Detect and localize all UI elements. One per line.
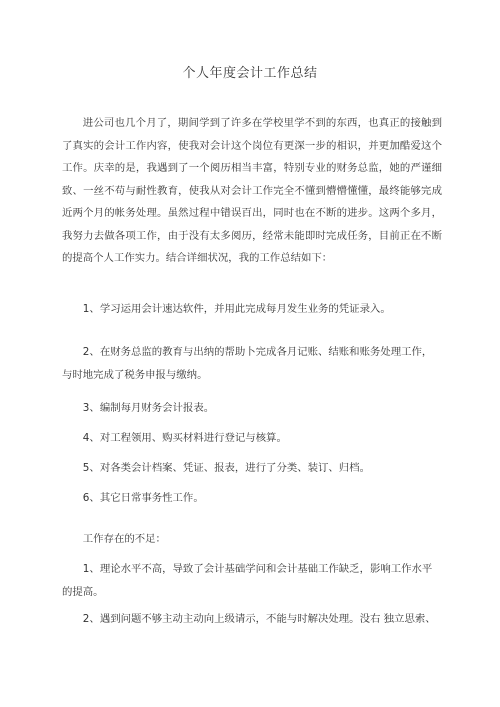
list-item (62, 457, 442, 480)
item-number: 1、 (82, 563, 100, 575)
shortcoming-item (62, 608, 442, 631)
item-number: 2、 (82, 346, 100, 358)
list-item (62, 341, 442, 386)
list-item (62, 298, 442, 321)
item-text: 编制每月财务会计报表。 (99, 402, 215, 414)
item-number: 6、 (82, 492, 100, 504)
item-text: 对各类会计档案、凭证、报表，进行了分类、装订、归档。 (99, 462, 370, 474)
item-text: 其它日常事务性工作。 (99, 492, 204, 504)
section-heading: 工作存在的不足： (82, 533, 166, 545)
shortcoming-item (62, 558, 442, 603)
item-text: 学习运用会计速达软件，并用此完成每月发生业务的凭证录入。 (99, 303, 391, 315)
item-number: 5、 (82, 462, 100, 474)
intro-paragraph: 进公司也几个月了，期间学到了许多在学校里学不到的东西，也真正的接触到了真实的会计工作内容，使我对会计这个岗位有更深一步的相识，并更加酷爱这个工作。庆幸的是，我遇到了一个阅历相当丰富，特别专业的财务总监，她的严谨细致、一丝不苟与耐性教育，使我从对会计工作完全不懂到懵懵懂懂，最终能够完成近两个月的帐务处理。虽然过程中错误百出，同时也在不断的进步。这两个多月，我努力去做各项工作，由于没有太多阅历，经常未能即时完成任务，目前正在不断的提高个人工作实力。结合详细状况，我的工作总结如下： (62, 117, 442, 264)
item-number: 3、 (82, 402, 100, 414)
item-number: 4、 (82, 432, 100, 444)
item-text: 对工程领用、购买材料进行登记与核算。 (99, 432, 287, 444)
item-number: 2、 (82, 613, 100, 625)
list-item (62, 427, 442, 450)
document-title: 个人年度会计工作总结 (182, 66, 318, 81)
list-item (62, 397, 442, 420)
list-item (62, 487, 442, 510)
item-text: 理论水平不高，导致了会计基础学问和会计基础工作缺乏，影响工作水平的提高。 (62, 563, 433, 598)
item-number: 1、 (82, 303, 100, 315)
item-text: 遇到问题不够主动主动向上级请示，不能与时解决处理。没右 独立思索、 (99, 613, 436, 625)
item-text: 在财务总监的教育与出纳的帮助卜完成各月记账、结账和账务处理工作，与时地完成了税务申报与缴纳。 (62, 346, 433, 381)
